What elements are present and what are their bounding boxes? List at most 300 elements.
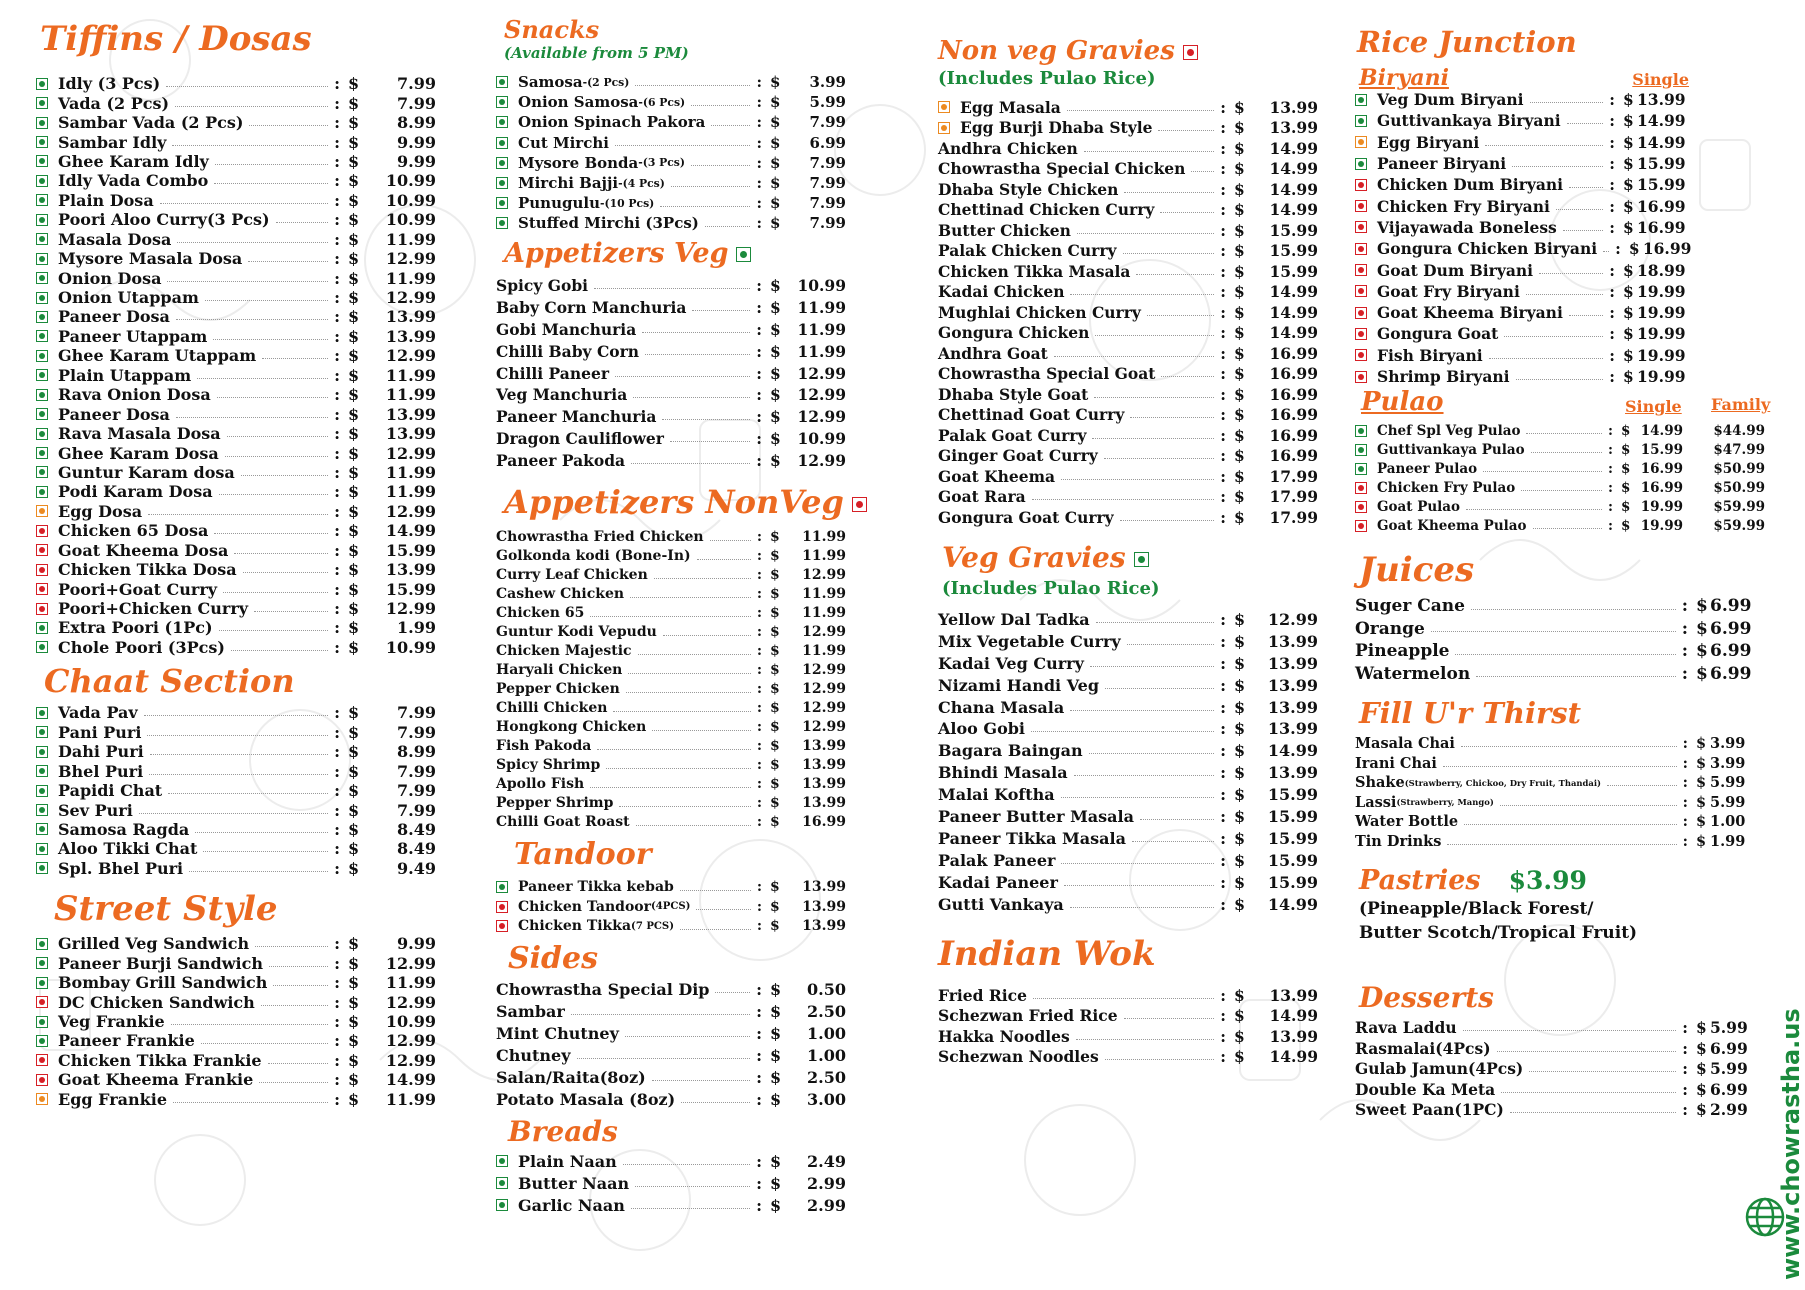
currency-symbol: $ bbox=[1234, 763, 1246, 783]
item-name: Baby Corn Manchuria bbox=[496, 297, 687, 317]
veg-symbol-icon bbox=[36, 1035, 48, 1047]
nonveg-symbol-icon bbox=[36, 564, 48, 576]
item-name: Chettinad Chicken Curry bbox=[938, 200, 1155, 220]
currency-symbol: $ bbox=[348, 1050, 360, 1070]
menu-item-row bbox=[1355, 281, 1685, 302]
separator: : bbox=[756, 153, 762, 172]
separator: : bbox=[334, 579, 340, 599]
menu-item-row bbox=[36, 638, 436, 657]
menu-item-row bbox=[1355, 1018, 1750, 1038]
item-note: (Strawberry, Chickoo, Dry Fruit, Thandai) bbox=[1404, 777, 1601, 788]
separator: : bbox=[756, 529, 762, 546]
item-name: Potato Masala (8oz) bbox=[496, 1089, 676, 1109]
item-name: Bhindi Masala bbox=[938, 763, 1068, 783]
dot-leader bbox=[1077, 233, 1214, 234]
item-price: 7.99 bbox=[397, 722, 436, 742]
currency-symbol: $ bbox=[770, 1089, 782, 1109]
item-name: Egg Biryani bbox=[1377, 132, 1480, 152]
item-name: Spicy Gobi bbox=[496, 275, 589, 295]
snacks-availability-note: (Available from 5 PM) bbox=[504, 44, 689, 62]
menu-item-row bbox=[36, 307, 436, 326]
currency-symbol: $ bbox=[348, 540, 360, 560]
item-name: Vijayawada Boneless bbox=[1377, 217, 1557, 237]
separator: : bbox=[1682, 1100, 1688, 1119]
currency-symbol: $ bbox=[770, 738, 780, 755]
item-name: Ghee Karam Dosa bbox=[58, 443, 219, 463]
menu-item-row bbox=[1355, 1099, 1750, 1119]
dot-leader bbox=[262, 358, 328, 359]
dot-leader bbox=[1123, 253, 1215, 254]
separator: : bbox=[756, 93, 762, 112]
item-name: Chilli Goat Roast bbox=[496, 814, 630, 831]
dot-leader bbox=[1031, 731, 1214, 732]
item-price: 6.99 bbox=[1710, 641, 1752, 662]
menu-item-row bbox=[36, 1051, 436, 1070]
separator: : bbox=[334, 722, 340, 742]
veg-symbol-icon bbox=[36, 1016, 48, 1028]
item-name: Chef Spl Veg Pulao bbox=[1377, 422, 1521, 439]
separator: : bbox=[1220, 200, 1226, 220]
menu-item-row bbox=[496, 699, 846, 718]
item-name: Schezwan Noodles bbox=[938, 1047, 1099, 1067]
item-name: Schezwan Fried Rice bbox=[938, 1006, 1118, 1026]
separator: : bbox=[1220, 261, 1226, 281]
item-name: Punugulu bbox=[518, 194, 600, 213]
separator: : bbox=[1220, 1006, 1226, 1026]
item-name: Poori+Goat Curry bbox=[58, 579, 218, 599]
menu-item-row bbox=[1355, 663, 1750, 686]
item-name: Suger Cane bbox=[1355, 596, 1465, 617]
item-name: Gongura Chicken bbox=[938, 323, 1090, 343]
item-price: 13.99 bbox=[385, 307, 436, 327]
item-price: 11.99 bbox=[797, 341, 846, 361]
currency-symbol: $ bbox=[1696, 832, 1707, 850]
dot-leader bbox=[1158, 130, 1214, 131]
currency-symbol: $ bbox=[770, 1067, 782, 1087]
dot-leader bbox=[1533, 528, 1602, 529]
item-price: 7.99 bbox=[397, 761, 436, 781]
nonveg-symbol-icon bbox=[1355, 501, 1367, 513]
veg-symbol-icon bbox=[1355, 463, 1367, 475]
currency-symbol: $ bbox=[1628, 239, 1640, 259]
nonveg-symbol-icon bbox=[1355, 243, 1367, 255]
item-name: Ginger Goat Curry bbox=[938, 446, 1098, 466]
item-name: Paneer Dosa bbox=[58, 404, 170, 424]
item-name: Palak Chicken Curry bbox=[938, 241, 1117, 261]
item-name: Goat Kheema bbox=[938, 466, 1056, 486]
currency-symbol: $ bbox=[1696, 1100, 1707, 1119]
menu-item-row bbox=[938, 261, 1318, 282]
dot-leader bbox=[215, 164, 328, 165]
item-name: Chettinad Goat Curry bbox=[938, 405, 1125, 425]
currency-symbol: $ bbox=[1234, 179, 1245, 199]
item-price: 14.99 bbox=[385, 521, 436, 541]
item-price: 12.99 bbox=[797, 363, 846, 383]
currency-symbol: $ bbox=[348, 74, 360, 94]
item-price: 14.99 bbox=[1267, 741, 1318, 761]
separator: : bbox=[1220, 343, 1226, 363]
dot-leader bbox=[149, 774, 328, 775]
menu-item-row bbox=[1355, 459, 1765, 478]
separator: : bbox=[756, 879, 762, 896]
currency-symbol: $ bbox=[1696, 813, 1707, 831]
dot-leader bbox=[1526, 294, 1603, 295]
dot-leader bbox=[168, 793, 328, 794]
item-name: Papidi Chat bbox=[58, 781, 163, 801]
item-name: Onion Spinach Pakora bbox=[518, 113, 706, 132]
item-price: 14.99 bbox=[1269, 282, 1318, 302]
dot-leader bbox=[1455, 654, 1675, 655]
item-price: 1.99 bbox=[1710, 832, 1746, 850]
veg-symbol-icon bbox=[36, 155, 48, 167]
currency-symbol: $ bbox=[348, 482, 360, 502]
item-name: Gongura Chicken Biryani bbox=[1377, 239, 1598, 259]
dot-leader bbox=[1130, 417, 1214, 418]
separator: : bbox=[1220, 609, 1226, 629]
currency-symbol: $ bbox=[1623, 217, 1634, 237]
dot-leader bbox=[571, 1014, 750, 1015]
item-name: Salan/Raita(8oz) bbox=[496, 1067, 646, 1087]
menu-item-row bbox=[36, 191, 436, 210]
separator: : bbox=[334, 365, 340, 385]
currency-symbol: $ bbox=[1623, 132, 1634, 152]
separator: : bbox=[756, 662, 762, 679]
nonveg-symbol-icon bbox=[496, 901, 508, 913]
dot-leader bbox=[692, 310, 750, 311]
separator: : bbox=[1220, 1026, 1226, 1046]
website-url[interactable] bbox=[1747, 1008, 1805, 1290]
item-price: 11.99 bbox=[385, 365, 436, 385]
veg-symbol-icon bbox=[1355, 158, 1367, 170]
item-price: 12.99 bbox=[802, 567, 846, 584]
dot-leader bbox=[606, 768, 750, 769]
menu-item-row bbox=[938, 487, 1318, 508]
currency-symbol: $ bbox=[1234, 850, 1246, 870]
menu-item-row bbox=[496, 604, 846, 623]
currency-symbol: $ bbox=[770, 918, 780, 935]
separator: : bbox=[1220, 507, 1226, 527]
separator: : bbox=[756, 567, 762, 584]
separator: : bbox=[334, 346, 340, 366]
item-price: 16.99 bbox=[1637, 196, 1686, 216]
separator: : bbox=[756, 795, 762, 812]
dot-leader bbox=[176, 417, 328, 418]
item-price: 19.99 bbox=[1637, 367, 1686, 386]
item-name: Spicy Shrimp bbox=[496, 757, 601, 774]
menu-item-row bbox=[496, 775, 846, 794]
dot-leader bbox=[255, 946, 328, 947]
currency-symbol: $ bbox=[1696, 1038, 1707, 1058]
separator: : bbox=[756, 1023, 762, 1043]
item-name: Shrimp Biryani bbox=[1377, 367, 1510, 386]
item-name: Chilli Paneer bbox=[496, 363, 609, 383]
separator: : bbox=[334, 761, 340, 781]
item-name: Kadai Chicken bbox=[938, 282, 1065, 302]
dot-leader bbox=[1095, 335, 1214, 336]
section-title-breads: Breads bbox=[508, 1115, 618, 1149]
item-price: 15.99 bbox=[1267, 806, 1318, 826]
item-name: Chicken Tikka bbox=[518, 918, 632, 935]
separator: : bbox=[334, 540, 340, 560]
separator: : bbox=[1220, 118, 1226, 138]
currency-symbol: $ bbox=[348, 171, 360, 191]
currency-symbol: $ bbox=[1234, 828, 1246, 848]
menu-item-row bbox=[36, 230, 436, 249]
dot-leader bbox=[1120, 520, 1215, 521]
item-name: Sambar bbox=[496, 1001, 565, 1021]
item-price: 13.99 bbox=[1269, 1026, 1318, 1046]
section-title-tandoor: Tandoor bbox=[514, 836, 652, 872]
item-price: 12.99 bbox=[385, 249, 436, 269]
separator: : bbox=[334, 1050, 340, 1070]
item-price: 11.99 bbox=[802, 548, 846, 565]
item-name: Chowrastha Special Goat bbox=[938, 364, 1156, 384]
separator: : bbox=[334, 781, 340, 801]
menu-item-row bbox=[938, 425, 1318, 446]
veg-symbol-icon bbox=[1355, 425, 1367, 437]
nonveg-gravies-label: Non veg Gravies bbox=[938, 36, 1175, 66]
dot-leader bbox=[1070, 294, 1214, 295]
veg-symbol-icon bbox=[36, 253, 48, 265]
veg-symbol-icon bbox=[36, 843, 48, 855]
separator: : bbox=[334, 443, 340, 463]
menu-item-row bbox=[1355, 618, 1750, 641]
veg-symbol-icon bbox=[36, 726, 48, 738]
item-price: 9.49 bbox=[397, 858, 436, 878]
item-price: 13.99 bbox=[802, 776, 846, 793]
menu-item-row bbox=[496, 275, 846, 297]
separator: : bbox=[1608, 517, 1613, 534]
separator: : bbox=[334, 171, 340, 191]
menu-item-row bbox=[36, 521, 436, 540]
menu-item-row bbox=[496, 428, 846, 450]
menu-item-row bbox=[36, 463, 436, 482]
item-name: Samosa Ragda bbox=[58, 819, 190, 839]
item-price: 7.99 bbox=[809, 174, 846, 193]
currency-symbol: $ bbox=[1696, 663, 1708, 684]
menu-item-row bbox=[1355, 302, 1685, 323]
menu-item-row bbox=[496, 1172, 846, 1194]
dot-leader bbox=[615, 376, 750, 377]
item-price: 17.99 bbox=[1269, 466, 1318, 486]
section-title-veg-gravies bbox=[942, 540, 1318, 574]
item-price: 12.99 bbox=[385, 346, 436, 366]
menu-item-row bbox=[1355, 217, 1685, 238]
section-title-street-style: Street Style bbox=[54, 889, 278, 930]
thirst-list bbox=[1355, 734, 1750, 851]
separator: : bbox=[334, 839, 340, 859]
website-url-text[interactable]: www.chowrastha.us bbox=[1777, 1008, 1805, 1280]
currency-symbol: $ bbox=[770, 451, 781, 471]
menu-item-row bbox=[938, 241, 1318, 262]
menu-item-row bbox=[1355, 195, 1685, 216]
dot-leader bbox=[1061, 863, 1214, 864]
dot-leader bbox=[227, 436, 328, 437]
separator: : bbox=[1682, 735, 1688, 753]
dot-leader bbox=[631, 1208, 750, 1209]
item-name: Gongura Goat Curry bbox=[938, 507, 1114, 527]
dot-leader bbox=[642, 332, 750, 333]
veg-symbol-icon bbox=[36, 389, 48, 401]
dot-leader bbox=[1471, 609, 1676, 610]
item-name: Plain Dosa bbox=[58, 190, 154, 210]
item-price: 1.99 bbox=[397, 618, 436, 638]
item-price: 1.00 bbox=[807, 1023, 846, 1043]
currency-symbol: $ bbox=[1696, 618, 1708, 639]
item-price: 14.99 bbox=[1640, 422, 1683, 439]
item-price: 12.99 bbox=[385, 501, 436, 521]
item-price: 16.99 bbox=[1642, 239, 1692, 259]
item-name: Gongura Goat bbox=[1377, 324, 1499, 344]
currency-symbol: $ bbox=[770, 1023, 782, 1043]
separator: : bbox=[756, 297, 762, 317]
separator: : bbox=[1615, 239, 1621, 259]
menu-item-row bbox=[938, 718, 1318, 740]
item-price: 16.99 bbox=[1637, 217, 1686, 237]
item-price: 16.99 bbox=[1269, 405, 1318, 425]
menu-item-row bbox=[496, 623, 846, 642]
separator: : bbox=[1608, 422, 1613, 439]
item-name: Vada Pav bbox=[58, 703, 138, 723]
item-price: 13.99 bbox=[1269, 97, 1318, 117]
currency-symbol: $ bbox=[1234, 609, 1246, 629]
separator: : bbox=[1682, 832, 1688, 850]
menu-item-row bbox=[496, 1088, 846, 1110]
item-price: 13.99 bbox=[802, 738, 846, 755]
item-name: Guttivankaya Biryani bbox=[1377, 111, 1561, 131]
dot-leader bbox=[635, 85, 750, 86]
currency-symbol: $ bbox=[1234, 282, 1245, 302]
item-name: Ghee Karam Idly bbox=[58, 151, 209, 171]
dot-leader bbox=[150, 754, 328, 755]
currency-symbol: $ bbox=[348, 1070, 360, 1090]
menu-item-row bbox=[938, 674, 1318, 696]
item-name: Cut Mirchi bbox=[518, 133, 609, 152]
item-price: 19.99 bbox=[1637, 303, 1686, 323]
separator: : bbox=[1220, 425, 1226, 445]
separator: : bbox=[1220, 405, 1226, 425]
separator: : bbox=[1220, 741, 1226, 761]
menu-item-row bbox=[36, 800, 436, 819]
dot-leader bbox=[1510, 1112, 1676, 1113]
veg-symbol-icon bbox=[36, 641, 48, 653]
separator: : bbox=[756, 275, 762, 295]
currency-symbol: $ bbox=[770, 133, 781, 152]
item-family-price: $50.99 bbox=[1713, 479, 1765, 496]
dot-leader bbox=[1074, 775, 1214, 776]
separator: : bbox=[334, 462, 340, 482]
menu-item-row bbox=[938, 1005, 1318, 1026]
veg-symbol-icon bbox=[36, 408, 48, 420]
dot-leader bbox=[201, 1043, 328, 1044]
item-price: 15.99 bbox=[1640, 441, 1683, 458]
veg-symbol-icon bbox=[496, 1199, 508, 1211]
pulao-header bbox=[1361, 389, 1771, 417]
dot-leader bbox=[1124, 1018, 1215, 1019]
menu-item-row bbox=[1355, 640, 1750, 663]
menu-item-row bbox=[1355, 366, 1685, 387]
dot-leader bbox=[1136, 274, 1214, 275]
currency-symbol: $ bbox=[770, 814, 780, 831]
item-note: (7 PCS) bbox=[631, 920, 674, 932]
menu-item-row bbox=[938, 609, 1318, 631]
biryani-header bbox=[1359, 67, 1689, 89]
item-name: Chicken 65 Dosa bbox=[58, 521, 209, 541]
item-price: 16.99 bbox=[1269, 446, 1318, 466]
item-family-price: $44.99 bbox=[1713, 422, 1765, 439]
currency-symbol: $ bbox=[348, 190, 360, 210]
section-title-sides: Sides bbox=[508, 941, 599, 977]
item-name: Stuffed Mirchi (3Pcs) bbox=[518, 214, 699, 233]
menu-item-row bbox=[36, 618, 436, 637]
item-name: Veg Manchuria bbox=[496, 385, 628, 405]
item-name: Goat Kheema Frankie bbox=[58, 1070, 254, 1090]
dot-leader bbox=[166, 86, 328, 87]
item-name: DC Chicken Sandwich bbox=[58, 992, 255, 1012]
separator: : bbox=[756, 451, 762, 471]
item-price: 2.99 bbox=[807, 1173, 846, 1193]
item-price: 12.99 bbox=[797, 385, 846, 405]
item-name: Egg Dosa bbox=[58, 501, 143, 521]
currency-symbol: $ bbox=[1234, 631, 1246, 651]
separator: : bbox=[1682, 793, 1688, 811]
currency-symbol: $ bbox=[770, 93, 781, 112]
dot-leader bbox=[1512, 166, 1603, 167]
appetizers-nonveg-label: Appetizers NonVeg bbox=[504, 482, 844, 521]
dot-leader bbox=[625, 1036, 750, 1037]
currency-symbol: $ bbox=[1234, 675, 1246, 695]
dot-leader bbox=[195, 832, 328, 833]
separator: : bbox=[1608, 498, 1613, 515]
item-name: Chole Poori (3Pcs) bbox=[58, 637, 225, 657]
item-price: 11.99 bbox=[802, 643, 846, 660]
dot-leader bbox=[1191, 171, 1214, 172]
item-price: 3.99 bbox=[809, 73, 846, 92]
dot-leader bbox=[276, 222, 329, 223]
egg-symbol-icon bbox=[938, 122, 950, 134]
separator: : bbox=[1682, 1079, 1688, 1099]
dot-leader bbox=[1516, 379, 1604, 380]
item-price: 12.99 bbox=[385, 953, 436, 973]
item-price: 5.99 bbox=[1710, 774, 1746, 792]
currency-symbol: $ bbox=[1234, 872, 1246, 892]
item-name: Bombay Grill Sandwich bbox=[58, 973, 268, 993]
menu-item-row bbox=[36, 249, 436, 268]
item-price: 14.99 bbox=[1269, 138, 1318, 158]
currency-symbol: $ bbox=[348, 346, 360, 366]
dot-leader bbox=[1504, 336, 1603, 337]
veg-symbol-icon bbox=[36, 466, 48, 478]
item-family-price: $50.99 bbox=[1713, 460, 1765, 477]
veg-symbol-icon bbox=[1355, 444, 1367, 456]
dot-leader bbox=[1067, 110, 1214, 111]
currency-symbol: $ bbox=[1234, 985, 1245, 1005]
biryani-list bbox=[1355, 89, 1692, 387]
separator: : bbox=[756, 1151, 762, 1171]
currency-symbol: $ bbox=[770, 73, 781, 92]
dot-leader bbox=[626, 692, 751, 693]
item-price: 13.99 bbox=[1269, 985, 1318, 1005]
item-price: 6.99 bbox=[1710, 596, 1752, 617]
dot-leader bbox=[254, 611, 328, 612]
globe-icon bbox=[1744, 1196, 1786, 1238]
menu-item-row bbox=[496, 794, 846, 813]
separator: : bbox=[756, 719, 762, 736]
item-price: 14.99 bbox=[1269, 159, 1318, 179]
item-price: 19.99 bbox=[1637, 281, 1686, 301]
item-price: 6.99 bbox=[1710, 618, 1752, 639]
currency-symbol: $ bbox=[1234, 302, 1245, 322]
